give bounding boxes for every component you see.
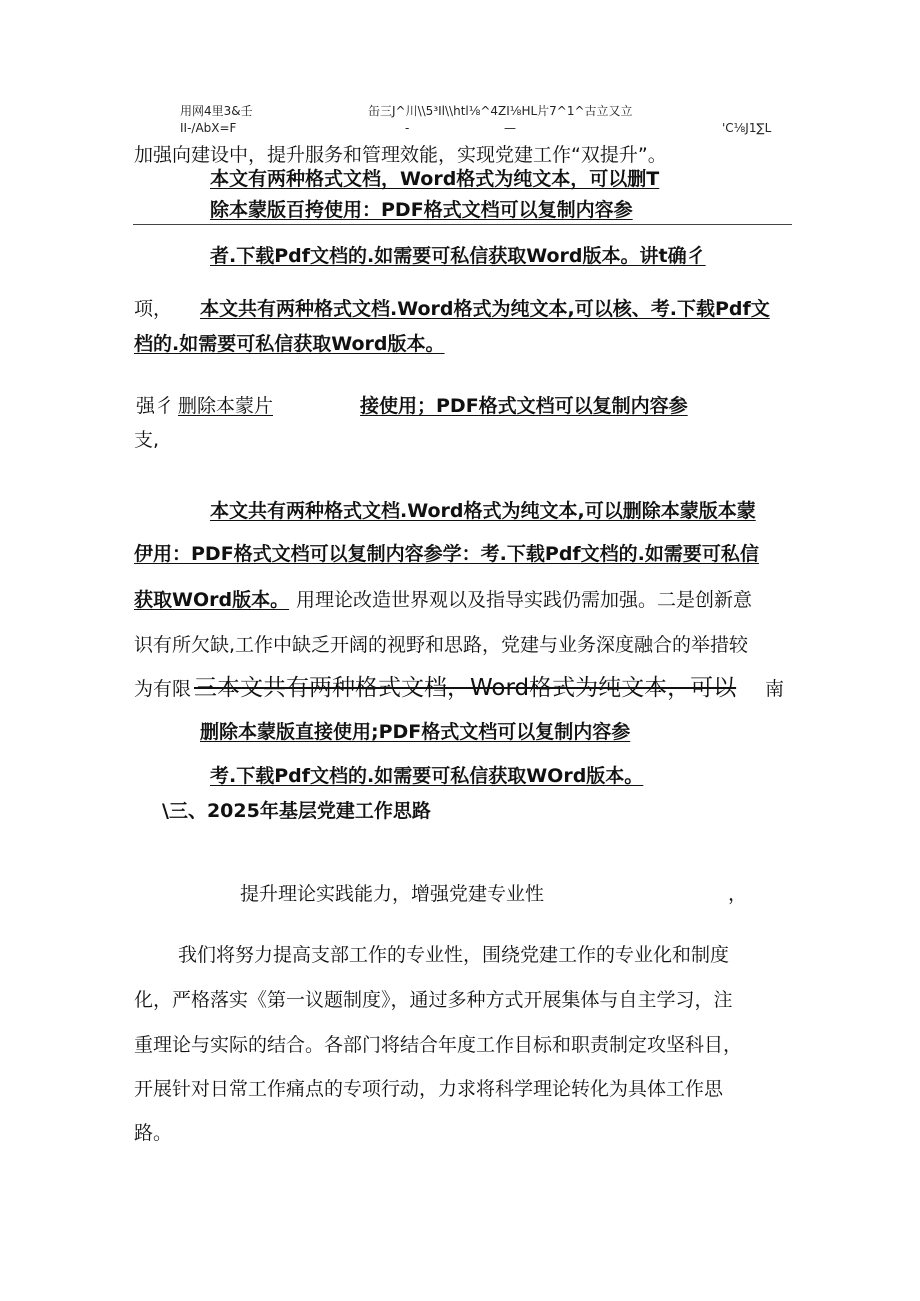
paragraph-line-5: 路。: [134, 1122, 173, 1144]
body-fragment-limited: 为有限: [134, 678, 192, 700]
paragraph-line-2: 化，严格落实《第一议题制度》，通过多种方式开展集体与自主学习，注: [134, 989, 733, 1011]
body-line-item: 项，: [134, 298, 173, 320]
header-garbled-left-1: 用网4里3&壬: [180, 104, 253, 118]
header-garbled-right-2: 'C⅛J1∑L: [722, 121, 772, 135]
watermark-fragment-delete: 删除本蒙片: [178, 395, 274, 417]
header-dash-mark: -: [405, 121, 410, 135]
watermark-line-2: 除本蒙版百挎使用：PDF格式文档可以复制内容参: [210, 199, 633, 221]
paragraph-line-3: 重理论与实际的结合。各部门将结合年度工作目标和职责制定攻坚科目，: [134, 1034, 743, 1056]
watermark-line-9: 删除本蒙版直接使用;PDF格式文档可以复制内容参: [200, 721, 631, 743]
watermark-fragment-pdf: 接使用；PDF格式文档可以复制内容参: [360, 395, 688, 417]
watermark-line-8: 获取WOrd版本。: [134, 589, 290, 611]
paragraph-line-1: 我们将努力提高支部工作的专业性，围绕党建工作的专业化和制度: [178, 944, 730, 966]
watermark-line-6: 本文共有两种格式文档.Word格式为纯文本,可以删除本蒙版本蒙: [210, 500, 756, 522]
watermark-line-3: 者.下载Pdf文档的.如需要可私信获取Word版本。讲t确彳: [210, 245, 706, 267]
watermark-line-5: 档的.如需要可私信获取Word版本。: [134, 333, 445, 355]
header-garbled-middle-1: 缶三J^川\\5³Il\\htl⅛^4ZI⅛HL片7^1^古立又立: [368, 104, 633, 118]
section-heading: \三、2025年基层党建工作思路: [162, 800, 431, 822]
watermark-line-10: 考.下载Pdf文档的.如需要可私信获取WOrd版本。: [210, 765, 644, 787]
watermark-line-7: 伊用：PDF格式文档可以复制内容参学：考.下载Pdf文档的.如需要可私信: [134, 543, 759, 565]
body-fragment-support: 支,: [134, 429, 160, 451]
body-fragment-strong: 强彳: [136, 395, 175, 417]
header-garbled-left-2: II-/AbX=F: [180, 121, 237, 135]
body-line-3: 识有所欠缺,工作中缺乏开阔的视野和思路，党建与业务深度融合的举措较: [134, 634, 749, 656]
subsection-trailing-comma: ，: [728, 883, 748, 905]
subsection-heading: 提升理论实践能力，增强党建专业性: [240, 883, 545, 905]
watermark-strikethrough-line: 三本文共有两种格式文档，Word格式为纯文本，可以: [194, 675, 737, 701]
paragraph-line-4: 开展针对日常工作痛点的专项行动，力求将科学理论转化为具体工作思: [134, 1078, 724, 1100]
header-em-dash-mark: —: [504, 121, 516, 135]
watermark-line-1: 本文有两种格式文档，Word格式为纯文本，可以删T: [210, 168, 660, 190]
horizontal-rule: [133, 224, 792, 225]
body-fragment-south: 南: [765, 678, 785, 700]
body-line-1: 加强向建设中，提升服务和管理效能，实现党建工作“双提升”。: [134, 144, 667, 166]
watermark-line-4: 本文共有两种格式文档.Word格式为纯文本,可以核、考.下载Pdf文: [200, 298, 770, 320]
body-line-2: 用理论改造世界观以及指导实践仍需加强。二是创新意: [296, 589, 753, 611]
